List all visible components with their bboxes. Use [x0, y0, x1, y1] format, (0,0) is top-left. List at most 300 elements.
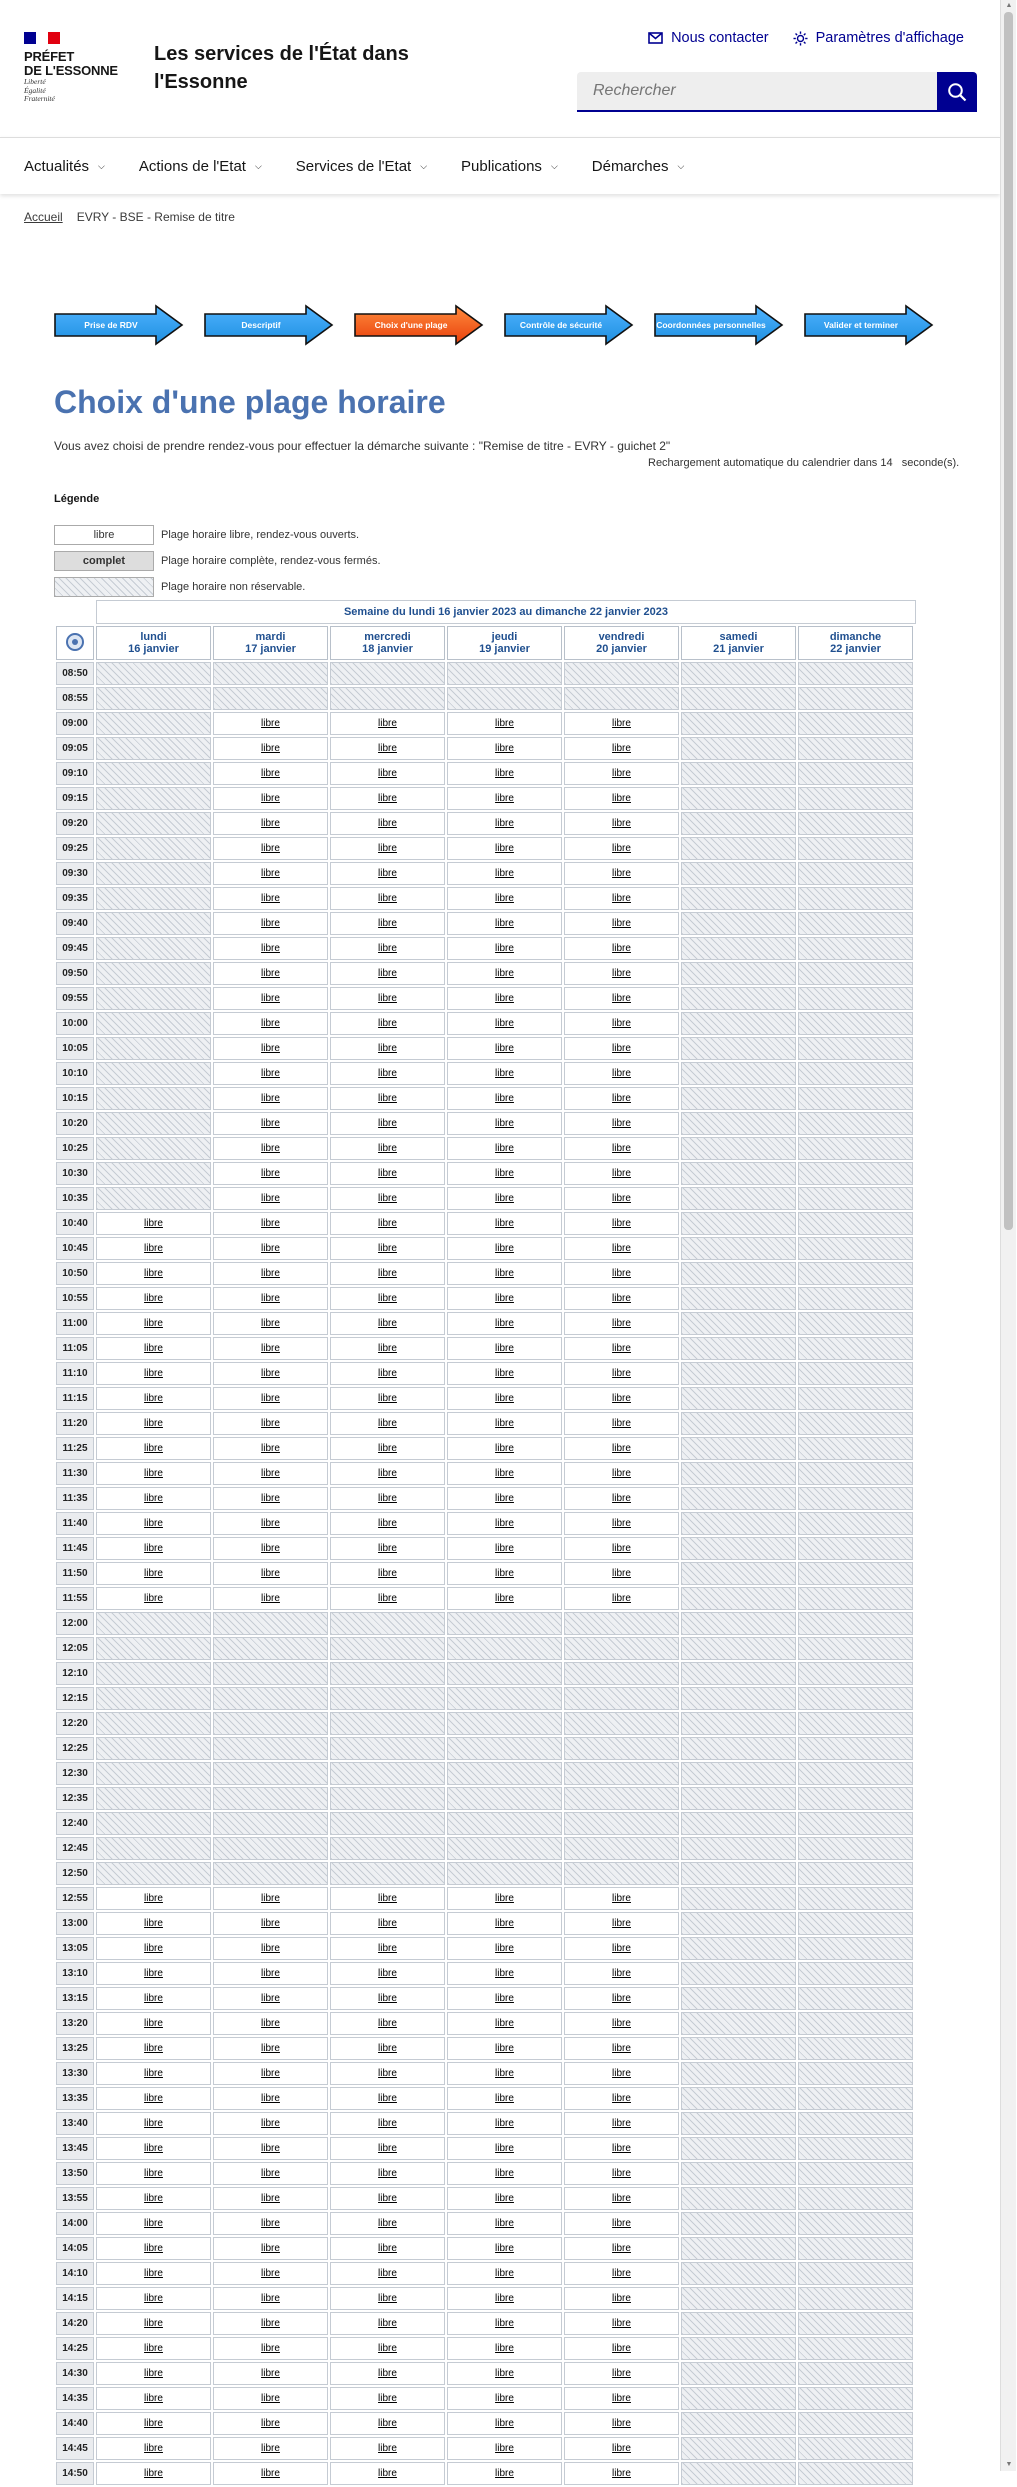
free-slot-link[interactable]: libre	[144, 2343, 163, 2354]
free-slot[interactable]	[564, 1087, 679, 1110]
free-slot-link[interactable]: libre	[378, 1218, 397, 1229]
free-slot-link[interactable]: libre	[261, 1443, 280, 1454]
free-slot[interactable]	[213, 887, 328, 910]
free-slot-link[interactable]: libre	[261, 1943, 280, 1954]
free-slot-link[interactable]: libre	[378, 1393, 397, 1404]
free-slot[interactable]	[564, 2212, 679, 2235]
free-slot-link[interactable]: libre	[144, 2093, 163, 2104]
free-slot-link[interactable]: libre	[378, 1043, 397, 1054]
free-slot[interactable]	[447, 2312, 562, 2335]
free-slot[interactable]	[96, 1312, 211, 1335]
free-slot-link[interactable]: libre	[378, 1593, 397, 1604]
free-slot-link[interactable]: libre	[378, 1243, 397, 1254]
free-slot-link[interactable]: libre	[144, 1468, 163, 1479]
free-slot[interactable]	[330, 1462, 445, 1485]
free-slot[interactable]	[447, 1587, 562, 1610]
free-slot-link[interactable]: libre	[378, 2143, 397, 2154]
free-slot-link[interactable]: libre	[612, 1218, 631, 1229]
free-slot[interactable]	[213, 2337, 328, 2360]
free-slot-link[interactable]: libre	[495, 868, 514, 879]
free-slot-link[interactable]: libre	[612, 1893, 631, 1904]
free-slot-link[interactable]: libre	[261, 1318, 280, 1329]
free-slot[interactable]	[330, 1887, 445, 1910]
free-slot[interactable]	[213, 1562, 328, 1585]
free-slot-link[interactable]: libre	[495, 843, 514, 854]
free-slot[interactable]	[564, 1212, 679, 1235]
free-slot[interactable]	[330, 2087, 445, 2110]
free-slot-link[interactable]: libre	[495, 1468, 514, 1479]
free-slot[interactable]	[330, 1287, 445, 1310]
free-slot-link[interactable]: libre	[144, 1493, 163, 1504]
free-slot-link[interactable]: libre	[612, 1593, 631, 1604]
free-slot[interactable]	[447, 2112, 562, 2135]
free-slot[interactable]	[213, 2312, 328, 2335]
free-slot-link[interactable]: libre	[261, 2418, 280, 2429]
free-slot[interactable]	[564, 1037, 679, 1060]
free-slot[interactable]	[213, 2087, 328, 2110]
free-slot-link[interactable]: libre	[495, 1393, 514, 1404]
free-slot-link[interactable]: libre	[144, 2243, 163, 2254]
free-slot[interactable]	[213, 912, 328, 935]
free-slot[interactable]	[96, 2137, 211, 2160]
free-slot-link[interactable]: libre	[261, 893, 280, 904]
free-slot-link[interactable]: libre	[144, 1368, 163, 1379]
free-slot[interactable]	[564, 1512, 679, 1535]
free-slot-link[interactable]: libre	[612, 1018, 631, 1029]
free-slot-link[interactable]: libre	[612, 868, 631, 879]
free-slot-link[interactable]: libre	[612, 1418, 631, 1429]
free-slot-link[interactable]: libre	[144, 1443, 163, 1454]
free-slot[interactable]	[213, 962, 328, 985]
free-slot[interactable]	[447, 962, 562, 985]
free-slot-link[interactable]: libre	[261, 1143, 280, 1154]
free-slot-link[interactable]: libre	[261, 1468, 280, 1479]
free-slot-link[interactable]: libre	[378, 1968, 397, 1979]
free-slot[interactable]	[564, 2287, 679, 2310]
free-slot[interactable]	[330, 912, 445, 935]
free-slot-link[interactable]: libre	[612, 743, 631, 754]
free-slot[interactable]	[564, 712, 679, 735]
free-slot[interactable]	[447, 2262, 562, 2285]
free-slot-link[interactable]: libre	[612, 718, 631, 729]
free-slot[interactable]	[564, 737, 679, 760]
free-slot-link[interactable]: libre	[261, 2318, 280, 2329]
contact-link[interactable]	[648, 30, 769, 46]
free-slot[interactable]	[564, 962, 679, 985]
free-slot[interactable]	[96, 2287, 211, 2310]
free-slot-link[interactable]: libre	[495, 1943, 514, 1954]
free-slot-link[interactable]: libre	[378, 1143, 397, 1154]
free-slot-link[interactable]: libre	[261, 2243, 280, 2254]
free-slot-link[interactable]: libre	[261, 968, 280, 979]
free-slot-link[interactable]: libre	[261, 743, 280, 754]
free-slot-link[interactable]: libre	[261, 2468, 280, 2479]
free-slot[interactable]	[564, 1137, 679, 1160]
free-slot-link[interactable]: libre	[261, 2068, 280, 2079]
free-slot-link[interactable]: libre	[378, 1168, 397, 1179]
free-slot[interactable]	[213, 2387, 328, 2410]
free-slot-link[interactable]: libre	[261, 843, 280, 854]
free-slot-link[interactable]: libre	[495, 1218, 514, 1229]
free-slot[interactable]	[213, 1187, 328, 1210]
free-slot[interactable]	[564, 2137, 679, 2160]
free-slot[interactable]	[447, 1062, 562, 1085]
free-slot-link[interactable]: libre	[495, 1318, 514, 1329]
free-slot[interactable]	[330, 1912, 445, 1935]
free-slot-link[interactable]: libre	[378, 1918, 397, 1929]
free-slot[interactable]	[213, 1462, 328, 1485]
free-slot[interactable]	[447, 1937, 562, 1960]
free-slot-link[interactable]: libre	[261, 1118, 280, 1129]
free-slot-link[interactable]: libre	[612, 2168, 631, 2179]
free-slot[interactable]	[447, 1412, 562, 1435]
free-slot-link[interactable]: libre	[495, 2018, 514, 2029]
scroll-up-arrow[interactable]: ▲	[1005, 2, 1013, 9]
free-slot-link[interactable]: libre	[612, 2293, 631, 2304]
free-slot-link[interactable]: libre	[378, 818, 397, 829]
free-slot-link[interactable]: libre	[495, 718, 514, 729]
free-slot[interactable]	[330, 1312, 445, 1335]
free-slot-link[interactable]: libre	[378, 2393, 397, 2404]
free-slot-link[interactable]: libre	[261, 2268, 280, 2279]
free-slot[interactable]	[330, 962, 445, 985]
free-slot-link[interactable]: libre	[144, 1943, 163, 1954]
free-slot-link[interactable]: libre	[495, 1143, 514, 1154]
free-slot-link[interactable]: libre	[378, 743, 397, 754]
free-slot[interactable]	[213, 1912, 328, 1935]
free-slot-link[interactable]: libre	[144, 2193, 163, 2204]
free-slot[interactable]	[447, 1137, 562, 1160]
free-slot[interactable]	[564, 837, 679, 860]
free-slot-link[interactable]: libre	[144, 2218, 163, 2229]
free-slot-link[interactable]: libre	[495, 2418, 514, 2429]
free-slot-link[interactable]: libre	[495, 1043, 514, 1054]
free-slot-link[interactable]: libre	[261, 1268, 280, 1279]
free-slot[interactable]	[96, 2237, 211, 2260]
free-slot-link[interactable]: libre	[495, 2443, 514, 2454]
free-slot-link[interactable]: libre	[261, 1343, 280, 1354]
free-slot-link[interactable]: libre	[495, 2468, 514, 2479]
free-slot-link[interactable]: libre	[612, 2068, 631, 2079]
free-slot-link[interactable]: libre	[378, 1318, 397, 1329]
free-slot[interactable]	[447, 1537, 562, 1560]
free-slot-link[interactable]: libre	[495, 768, 514, 779]
free-slot-link[interactable]: libre	[612, 1293, 631, 1304]
free-slot[interactable]	[447, 2362, 562, 2385]
free-slot[interactable]	[96, 1912, 211, 1935]
free-slot-link[interactable]: libre	[378, 1193, 397, 1204]
free-slot-link[interactable]: libre	[261, 1993, 280, 2004]
free-slot[interactable]	[447, 2012, 562, 2035]
free-slot-link[interactable]: libre	[495, 793, 514, 804]
free-slot[interactable]	[96, 2387, 211, 2410]
free-slot[interactable]	[96, 1487, 211, 1510]
free-slot-link[interactable]: libre	[495, 1268, 514, 1279]
free-slot[interactable]	[213, 2062, 328, 2085]
free-slot-link[interactable]: libre	[495, 2068, 514, 2079]
free-slot-link[interactable]: libre	[378, 1093, 397, 1104]
free-slot[interactable]	[330, 2187, 445, 2210]
free-slot-link[interactable]: libre	[144, 1293, 163, 1304]
free-slot-link[interactable]: libre	[612, 1518, 631, 1529]
free-slot[interactable]	[447, 1312, 562, 1335]
free-slot[interactable]	[213, 837, 328, 860]
free-slot[interactable]	[330, 2337, 445, 2360]
free-slot-link[interactable]: libre	[612, 943, 631, 954]
free-slot-link[interactable]: libre	[612, 1468, 631, 1479]
free-slot[interactable]	[447, 2212, 562, 2235]
free-slot[interactable]	[564, 1412, 679, 1435]
free-slot-link[interactable]: libre	[144, 2143, 163, 2154]
free-slot-link[interactable]: libre	[495, 1168, 514, 1179]
free-slot[interactable]	[447, 1037, 562, 1060]
free-slot-link[interactable]: libre	[261, 2018, 280, 2029]
free-slot-link[interactable]: libre	[378, 1493, 397, 1504]
free-slot[interactable]	[564, 1887, 679, 1910]
free-slot[interactable]	[447, 1387, 562, 1410]
free-slot-link[interactable]: libre	[144, 2418, 163, 2429]
free-slot[interactable]	[213, 862, 328, 885]
free-slot-link[interactable]: libre	[378, 2443, 397, 2454]
free-slot-link[interactable]: libre	[144, 2468, 163, 2479]
free-slot-link[interactable]: libre	[378, 993, 397, 1004]
free-slot[interactable]	[213, 1212, 328, 1235]
free-slot-link[interactable]: libre	[612, 2118, 631, 2129]
free-slot[interactable]	[330, 1062, 445, 1085]
free-slot[interactable]	[213, 712, 328, 735]
free-slot-link[interactable]: libre	[261, 1918, 280, 1929]
free-slot[interactable]	[330, 1262, 445, 1285]
free-slot[interactable]	[564, 2387, 679, 2410]
free-slot-link[interactable]: libre	[144, 2168, 163, 2179]
free-slot[interactable]	[564, 1562, 679, 1585]
free-slot-link[interactable]: libre	[378, 1443, 397, 1454]
free-slot-link[interactable]: libre	[495, 2143, 514, 2154]
free-slot[interactable]	[213, 1487, 328, 1510]
free-slot[interactable]	[330, 2037, 445, 2060]
free-slot-link[interactable]: libre	[495, 1293, 514, 1304]
free-slot[interactable]	[564, 1487, 679, 1510]
free-slot-link[interactable]: libre	[495, 1243, 514, 1254]
free-slot-link[interactable]: libre	[144, 2393, 163, 2404]
free-slot-link[interactable]: libre	[378, 2243, 397, 2254]
breadcrumb-home-link[interactable]: Accueil	[24, 210, 63, 224]
free-slot[interactable]	[564, 787, 679, 810]
free-slot-link[interactable]: libre	[144, 2043, 163, 2054]
free-slot-link[interactable]: libre	[378, 1068, 397, 1079]
free-slot[interactable]	[330, 1362, 445, 1385]
free-slot-link[interactable]: libre	[495, 1993, 514, 2004]
free-slot-link[interactable]: libre	[144, 1518, 163, 1529]
free-slot-link[interactable]: libre	[261, 1418, 280, 1429]
free-slot[interactable]	[330, 2412, 445, 2435]
free-slot[interactable]	[96, 1562, 211, 1585]
free-slot[interactable]	[447, 937, 562, 960]
free-slot[interactable]	[564, 1962, 679, 1985]
free-slot-link[interactable]: libre	[378, 2043, 397, 2054]
free-slot[interactable]	[330, 2462, 445, 2485]
free-slot[interactable]	[447, 1262, 562, 1285]
free-slot-link[interactable]: libre	[144, 1968, 163, 1979]
free-slot-link[interactable]: libre	[378, 893, 397, 904]
free-slot[interactable]	[213, 2037, 328, 2060]
free-slot-link[interactable]: libre	[495, 893, 514, 904]
free-slot[interactable]	[330, 837, 445, 860]
free-slot[interactable]	[447, 1487, 562, 1510]
free-slot-link[interactable]: libre	[612, 2368, 631, 2379]
free-slot-link[interactable]: libre	[261, 1368, 280, 1379]
free-slot[interactable]	[96, 2362, 211, 2385]
nav-item-services[interactable]	[296, 138, 427, 194]
free-slot[interactable]	[213, 2262, 328, 2285]
free-slot[interactable]	[564, 2262, 679, 2285]
free-slot-link[interactable]: libre	[495, 2368, 514, 2379]
free-slot-link[interactable]: libre	[495, 1918, 514, 1929]
free-slot[interactable]	[564, 1537, 679, 1560]
free-slot-link[interactable]: libre	[261, 2343, 280, 2354]
free-slot-link[interactable]: libre	[612, 1243, 631, 1254]
free-slot[interactable]	[96, 1987, 211, 2010]
free-slot-link[interactable]: libre	[495, 2393, 514, 2404]
free-slot[interactable]	[564, 2037, 679, 2060]
free-slot[interactable]	[447, 1237, 562, 1260]
free-slot-link[interactable]: libre	[144, 1893, 163, 1904]
free-slot-link[interactable]: libre	[612, 2393, 631, 2404]
free-slot-link[interactable]: libre	[144, 2443, 163, 2454]
free-slot-link[interactable]: libre	[612, 1343, 631, 1354]
free-slot-link[interactable]: libre	[144, 2293, 163, 2304]
free-slot[interactable]	[564, 1237, 679, 1260]
free-slot[interactable]	[330, 1437, 445, 1460]
free-slot-link[interactable]: libre	[495, 2318, 514, 2329]
free-slot[interactable]	[564, 1362, 679, 1385]
free-slot[interactable]	[213, 1437, 328, 1460]
free-slot[interactable]	[213, 2112, 328, 2135]
free-slot[interactable]	[564, 1312, 679, 1335]
free-slot[interactable]	[447, 2062, 562, 2085]
free-slot-link[interactable]: libre	[612, 843, 631, 854]
free-slot-link[interactable]: libre	[261, 1543, 280, 1554]
free-slot-link[interactable]: libre	[261, 1043, 280, 1054]
free-slot[interactable]	[447, 1512, 562, 1535]
free-slot[interactable]	[564, 1187, 679, 1210]
free-slot[interactable]	[213, 1162, 328, 1185]
free-slot-link[interactable]: libre	[144, 2268, 163, 2279]
free-slot[interactable]	[447, 837, 562, 860]
free-slot[interactable]	[564, 987, 679, 1010]
free-slot[interactable]	[447, 2412, 562, 2435]
free-slot-link[interactable]: libre	[495, 2243, 514, 2254]
free-slot[interactable]	[213, 1112, 328, 1135]
free-slot[interactable]	[330, 1012, 445, 1035]
free-slot-link[interactable]: libre	[378, 868, 397, 879]
free-slot-link[interactable]: libre	[261, 1593, 280, 1604]
free-slot[interactable]	[330, 2262, 445, 2285]
free-slot-link[interactable]: libre	[144, 1593, 163, 1604]
free-slot-link[interactable]: libre	[144, 2118, 163, 2129]
free-slot-link[interactable]: libre	[612, 793, 631, 804]
free-slot-link[interactable]: libre	[495, 2043, 514, 2054]
free-slot[interactable]	[447, 2387, 562, 2410]
free-slot-link[interactable]: libre	[261, 943, 280, 954]
free-slot-link[interactable]: libre	[378, 2293, 397, 2304]
free-slot-link[interactable]: libre	[378, 843, 397, 854]
free-slot[interactable]	[330, 1412, 445, 1435]
free-slot-link[interactable]: libre	[612, 1543, 631, 1554]
free-slot[interactable]	[447, 1212, 562, 1235]
free-slot[interactable]	[447, 812, 562, 835]
free-slot-link[interactable]: libre	[378, 2268, 397, 2279]
free-slot-link[interactable]: libre	[378, 1343, 397, 1354]
free-slot[interactable]	[330, 2387, 445, 2410]
site-title[interactable]: Les services de l'État dans l'Essonne	[154, 43, 409, 93]
free-slot-link[interactable]: libre	[378, 1368, 397, 1379]
free-slot-link[interactable]: libre	[261, 1168, 280, 1179]
free-slot-link[interactable]: libre	[612, 1318, 631, 1329]
free-slot[interactable]	[447, 1112, 562, 1135]
free-slot-link[interactable]: libre	[261, 2193, 280, 2204]
free-slot-link[interactable]: libre	[612, 2418, 631, 2429]
free-slot[interactable]	[564, 1337, 679, 1360]
free-slot-link[interactable]: libre	[495, 1118, 514, 1129]
free-slot[interactable]	[564, 2012, 679, 2035]
free-slot[interactable]	[447, 1162, 562, 1185]
free-slot-link[interactable]: libre	[495, 2343, 514, 2354]
free-slot-link[interactable]: libre	[261, 2393, 280, 2404]
free-slot[interactable]	[447, 2187, 562, 2210]
free-slot[interactable]	[96, 1287, 211, 1310]
free-slot-link[interactable]: libre	[378, 968, 397, 979]
free-slot-link[interactable]: libre	[612, 2218, 631, 2229]
free-slot-link[interactable]: libre	[144, 1243, 163, 1254]
free-slot-link[interactable]: libre	[144, 2368, 163, 2379]
free-slot[interactable]	[330, 712, 445, 735]
free-slot[interactable]	[96, 2412, 211, 2435]
free-slot-link[interactable]: libre	[495, 2118, 514, 2129]
free-slot-link[interactable]: libre	[144, 2318, 163, 2329]
free-slot[interactable]	[96, 2187, 211, 2210]
free-slot[interactable]	[330, 1387, 445, 1410]
free-slot-link[interactable]: libre	[495, 2293, 514, 2304]
free-slot[interactable]	[213, 1337, 328, 1360]
free-slot[interactable]	[564, 912, 679, 935]
free-slot-link[interactable]: libre	[612, 2318, 631, 2329]
free-slot[interactable]	[213, 1062, 328, 1085]
free-slot-link[interactable]: libre	[261, 918, 280, 929]
free-slot[interactable]	[330, 1087, 445, 1110]
free-slot[interactable]	[96, 1212, 211, 1235]
free-slot[interactable]	[213, 1262, 328, 1285]
display-settings-link[interactable]	[793, 30, 964, 46]
free-slot[interactable]	[96, 1587, 211, 1610]
free-slot[interactable]	[330, 2012, 445, 2035]
free-slot-link[interactable]: libre	[261, 2143, 280, 2154]
free-slot-link[interactable]: libre	[144, 1543, 163, 1554]
free-slot[interactable]	[96, 2437, 211, 2460]
free-slot[interactable]	[213, 1887, 328, 1910]
free-slot[interactable]	[213, 1362, 328, 1385]
free-slot[interactable]	[564, 2087, 679, 2110]
free-slot[interactable]	[213, 1087, 328, 1110]
free-slot-link[interactable]: libre	[261, 1243, 280, 1254]
free-slot[interactable]	[447, 1987, 562, 2010]
free-slot[interactable]	[447, 1887, 562, 1910]
free-slot[interactable]	[447, 987, 562, 1010]
free-slot[interactable]	[564, 2312, 679, 2335]
free-slot[interactable]	[96, 2162, 211, 2185]
free-slot-link[interactable]: libre	[144, 1993, 163, 2004]
free-slot-link[interactable]: libre	[495, 1343, 514, 1354]
